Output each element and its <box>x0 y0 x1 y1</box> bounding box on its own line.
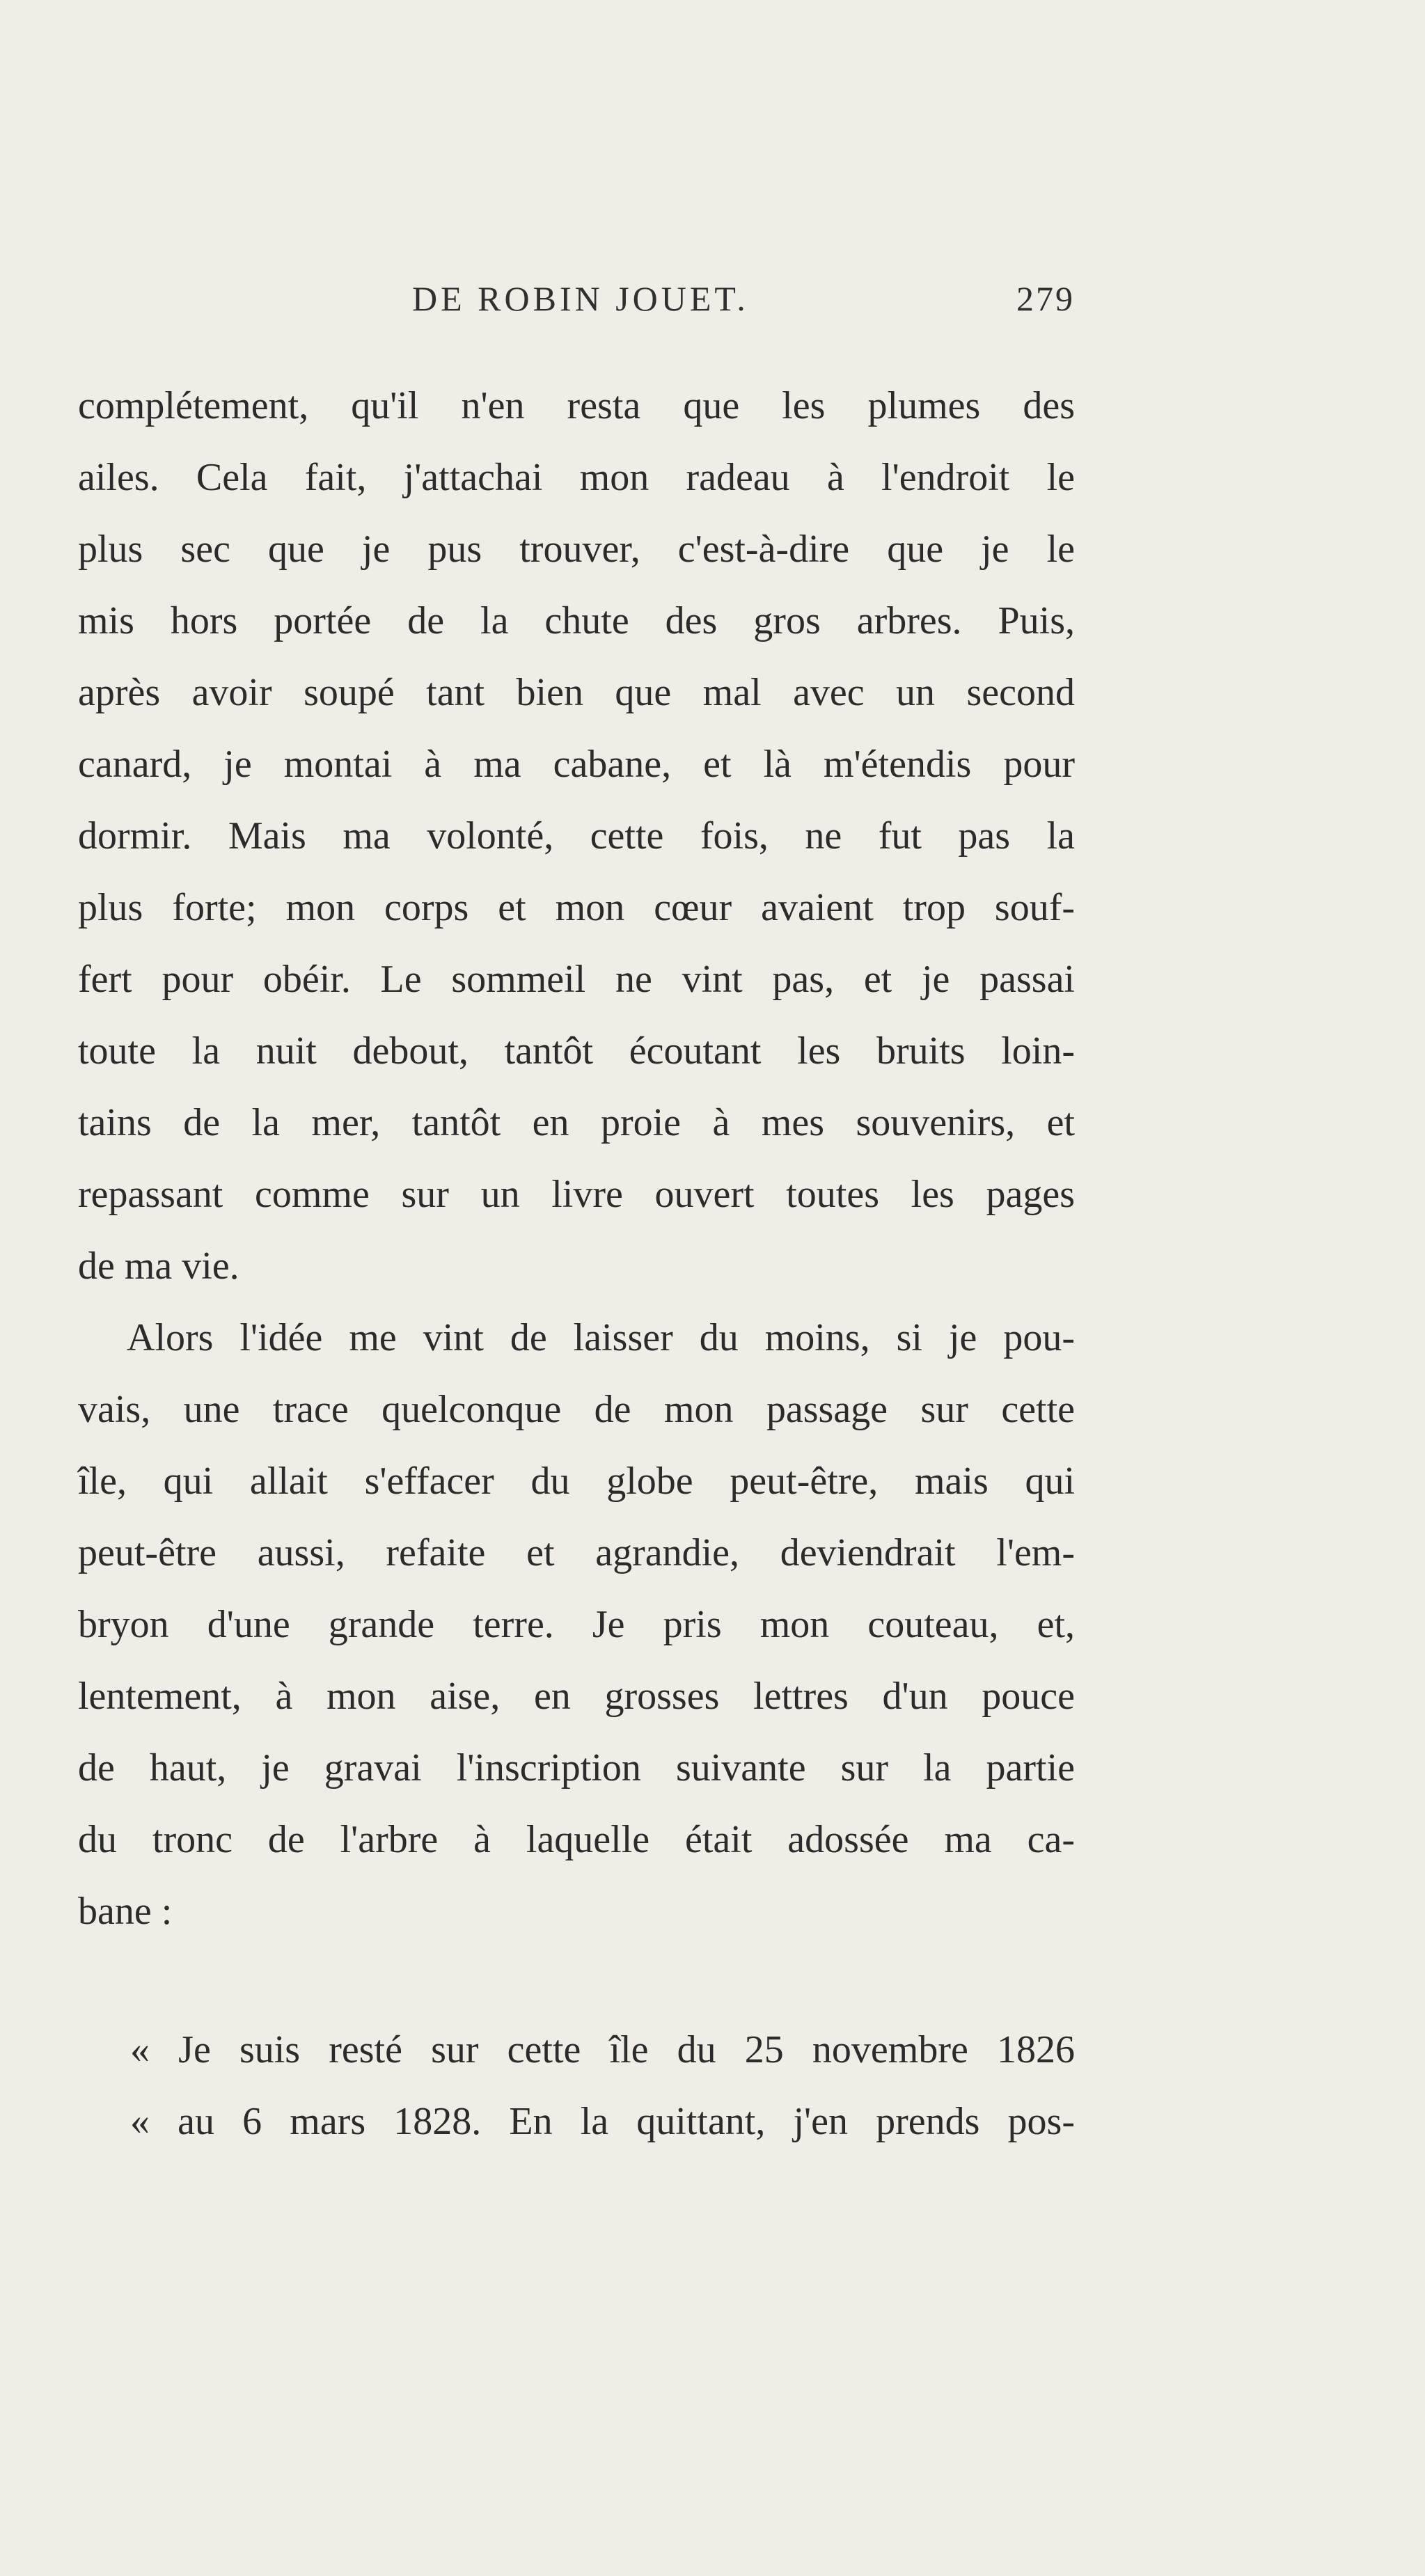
text-line: repassant comme sur un livre ouvert toutes les pages <box>78 1173 1075 1216</box>
text-line: complétement, qu'il n'en resta que les plumes des <box>78 384 1075 427</box>
quote-line: « Je suis resté sur cette île du 25 novembre 1826 <box>130 2028 1075 2071</box>
text-line: bane : <box>78 1890 173 1933</box>
text-line: Alors l'idée me vint de laisser du moins, si je pou- <box>127 1316 1075 1359</box>
text-line: de haut, je gravai l'inscription suivante sur la partie <box>78 1746 1075 1789</box>
text-line: du tronc de l'arbre à laquelle était adossée ma ca- <box>78 1818 1075 1861</box>
inscription-quote <box>78 2014 1075 2158</box>
page-number: 279 <box>1016 279 1075 318</box>
text-line: plus forte; mon corps et mon cœur avaient trop souf- <box>78 886 1075 929</box>
text-line: plus sec que je pus trouver, c'est-à-dire que je le <box>78 528 1075 571</box>
text-line: tains de la mer, tantôt en proie à mes souvenirs, et <box>78 1101 1075 1144</box>
text-line: vais, une trace quelconque de mon passage sur cette <box>78 1388 1075 1431</box>
text-line: ailes. Cela fait, j'attachai mon radeau à l'endroit le <box>78 456 1075 499</box>
text-line: bryon d'une grande terre. Je pris mon couteau, et, <box>78 1603 1075 1646</box>
quote-line: « au 6 mars 1828. En la quittant, j'en prends pos- <box>130 2100 1075 2143</box>
running-head: DE ROBIN JOUET. <box>412 279 749 318</box>
text-line: toute la nuit debout, tantôt écoutant les bruits loin- <box>78 1029 1075 1073</box>
text-line: fert pour obéir. Le sommeil ne vint pas, et je passai <box>78 958 1075 1001</box>
text-line: de ma vie. <box>78 1244 239 1288</box>
text-line: lentement, à mon aise, en grosses lettres d'un pouce <box>78 1675 1075 1718</box>
paragraph-2 <box>78 1302 1075 1947</box>
body-text <box>78 370 1075 2158</box>
text-line: canard, je montai à ma cabane, et là m'étendis pour <box>78 743 1075 786</box>
paragraph-1 <box>78 370 1075 1302</box>
text-line: île, qui allait s'effacer du globe peut-être, mais qui <box>78 1460 1075 1503</box>
text-line: peut-être aussi, refaite et agrandie, deviendrait l'em- <box>78 1531 1075 1574</box>
text-line: dormir. Mais ma volonté, cette fois, ne fut pas la <box>78 814 1075 858</box>
text-line: après avoir soupé tant bien que mal avec un second <box>78 671 1075 714</box>
text-line: mis hors portée de la chute des gros arbres. Puis, <box>78 599 1075 642</box>
paragraph-gap <box>78 1947 1075 2014</box>
